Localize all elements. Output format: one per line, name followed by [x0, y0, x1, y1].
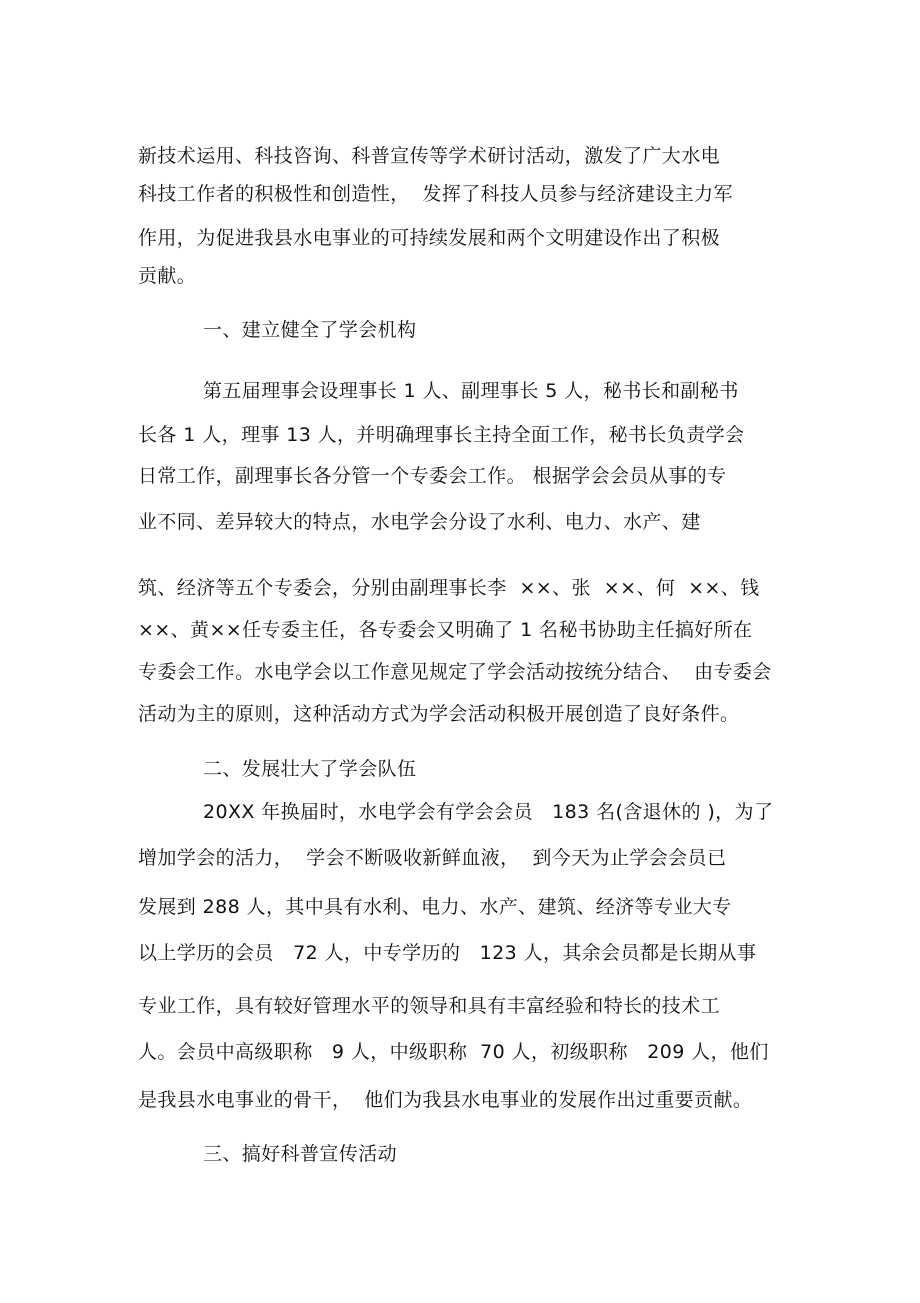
paragraph-line: 业不同、差异较大的特点，水电学会分设了水利、电力、水产、建 — [138, 511, 701, 533]
section-heading: 二、发展壮大了学会队伍 — [203, 758, 417, 780]
paragraph-line: 第五届理事会设理事长 1 人、副理事长 5 人，秘书长和副秘书 — [203, 380, 739, 402]
paragraph-line: 专委会工作。水电学会以工作意见规定了学会活动按统分结合、 由专委会 — [138, 661, 772, 683]
paragraph-line: 筑、经济等五个专委会，分别由副理事长李 ××、张 ××、何 ××、钱 — [138, 577, 760, 599]
paragraph-line: 作用，为促进我县水电事业的可持续发展和两个文明建设作出了积极 — [138, 227, 721, 249]
paragraph-line: 增加学会的活力， 学会不断吸收新鲜血液， 到今天为止学会会员已 — [138, 847, 727, 869]
paragraph-line: 新技术运用、科技咨询、科普宣传等学术研讨活动，激发了广大水电 — [138, 145, 721, 167]
section-heading: 三、搞好科普宣传活动 — [203, 1143, 398, 1165]
paragraph-line: 是我县水电事业的骨干， 他们为我县水电事业的发展作出过重要贡献。 — [138, 1089, 753, 1111]
paragraph-line: 专业工作，具有较好管理水平的领导和具有丰富经验和特长的技术工 — [138, 995, 721, 1017]
section-heading: 一、建立健全了学会机构 — [203, 319, 417, 341]
paragraph-line: 日常工作，副理事长各分管一个专委会工作。 根据学会会员从事的专 — [138, 465, 727, 487]
paragraph-line: ××、黄××任专委主任，各专委会又明确了 1 名秘书协助主任搞好所在 — [138, 619, 753, 641]
paragraph-line: 20XX 年换届时，水电学会有学会会员 183 名(含退休的 )，为了 — [203, 801, 774, 823]
paragraph-line: 人。会员中高级职称 9 人，中级职称 70 人，初级职称 209 人，他们 — [138, 1041, 769, 1063]
paragraph-line: 活动为主的原则，这种活动方式为学会活动积极开展创造了良好条件。 — [138, 703, 740, 725]
paragraph-line: 长各 1 人，理事 13 人，并明确理事长主持全面工作，秘书长负责学会 — [138, 424, 745, 446]
paragraph-line: 以上学历的会员 72 人，中专学历的 123 人，其余会员都是长期从事 — [138, 942, 757, 964]
paragraph-line: 科技工作者的积极性和创造性， 发挥了科技人员参与经济建设主力军 — [138, 183, 733, 205]
paragraph-line: 贡献。 — [138, 265, 197, 287]
paragraph-line: 发展到 288 人，其中具有水利、电力、水产、建筑、经济等专业大专 — [138, 896, 732, 918]
